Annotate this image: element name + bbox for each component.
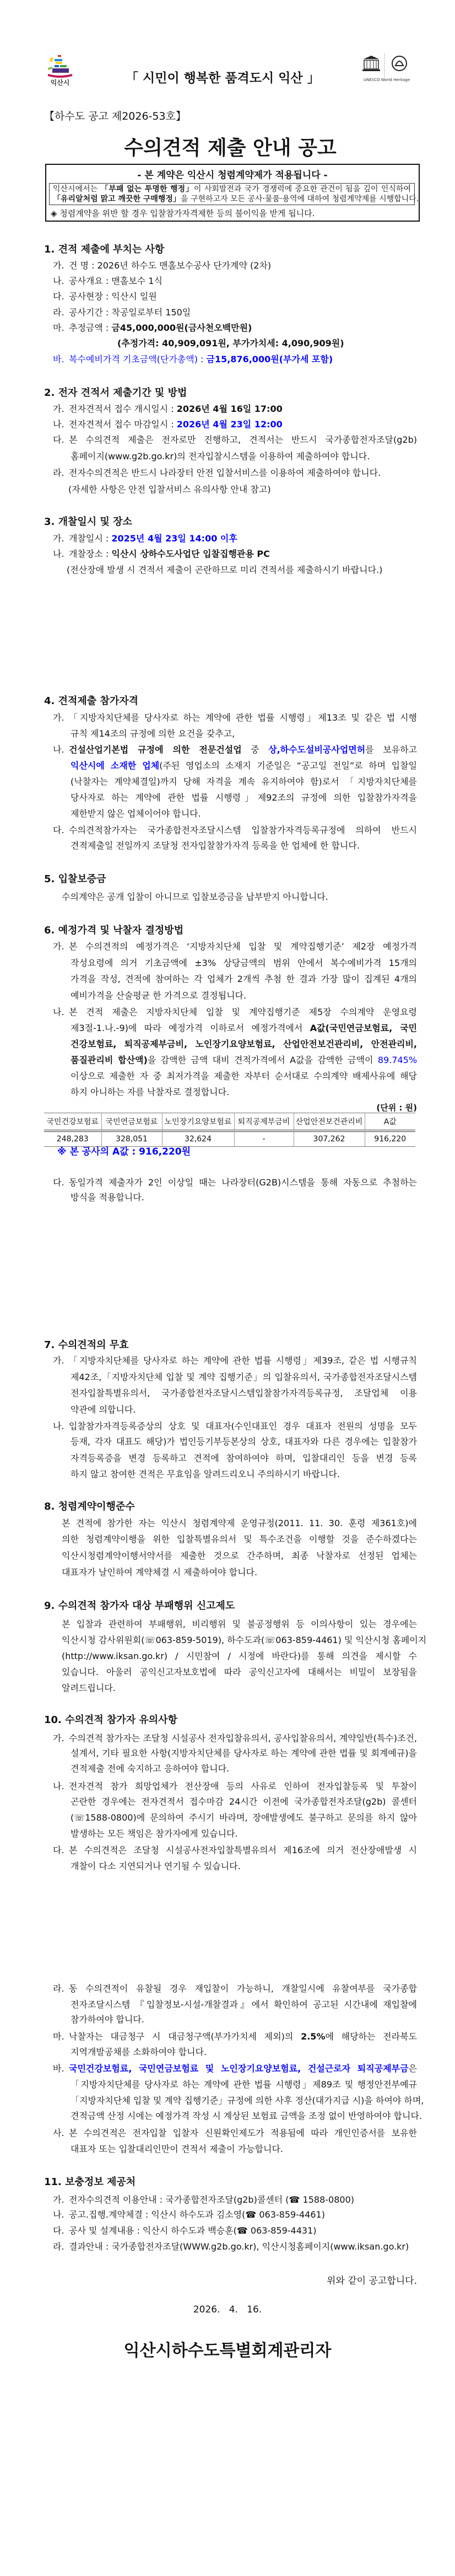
table-header-cell: 퇴직공제부금비 (234, 1113, 294, 1131)
text-segment: 익산시청렴계약이행서약서를 제출한 것으로 간주하며, 최종 낙찰자로 선정된 업체는 (62, 1550, 417, 1561)
list-item-line (71, 1404, 136, 1415)
list-item-line (62, 1651, 417, 1662)
text-segment: 동일가격 제출자가 2인 이상일 때는 나라장터(G2B)시스템을 통해 자동으로 추첨하는 (69, 1177, 417, 1188)
item-marker: 가. (53, 1355, 64, 1366)
text-segment: 제한받지 않은 업체이어야 합니다. (71, 808, 201, 819)
text-segment: 중 (241, 744, 269, 755)
text-segment: 2025년 4월 23일 14:00 이후 (111, 533, 237, 544)
item-marker: 가. (53, 1733, 64, 1743)
text-segment: 수의계약은 공개 입찰이 아니므로 입찰보증금을 납부받지 아니합니다. (62, 892, 328, 902)
text-segment: 하지 않고 참여한 견적은 무효임을 알려드리오니 주의하시기 바랍니다. (71, 1469, 340, 1479)
list-item-line (69, 419, 283, 430)
list-item-line (69, 2225, 317, 2236)
section-heading: 11. 보충정보 제공처 (44, 2176, 136, 2188)
list-item-line (71, 958, 417, 969)
item-marker: 라. (53, 2241, 64, 2252)
item-marker: 바. (53, 354, 64, 364)
list-item-line (62, 1518, 417, 1529)
text-segment: 익산시청 감사위원회(☏063-859-5019), 하수도과(☏063-859-4461) 및 익산시청 홈페이지 (62, 1635, 427, 1645)
text-segment: 견적제출일 전일까지 조달청 전자입찰참가자격 등록을 한 업체에 한 합니다. (71, 840, 360, 851)
list-item-line (69, 276, 162, 287)
list-item-line (69, 1007, 417, 1018)
list-item-line (71, 1023, 417, 1034)
section-heading: 7. 수의견적의 무효 (44, 1339, 129, 1351)
text-segment: 공사개요 : 맨홀보수 1식 (69, 276, 162, 286)
text-segment: (자세한 사항은 안전 입찰서비스 유의사항 안내 참고) (68, 484, 271, 495)
list-item-line (69, 1983, 417, 1994)
list-item-line (71, 1055, 417, 1066)
text-segment: (전산장애 발생 시 견적서 제출이 곤란하므로 미리 견적서를 제출하시기 바랍니다.) (67, 565, 383, 575)
text-segment: 지역개발공채를 소화하여야 합니다. (71, 2047, 207, 2057)
text-segment: 품질관리비 합산액) (71, 1055, 148, 1065)
text-segment: A값(국민연금보험료, 국민 (310, 1023, 417, 1033)
list-item-line (62, 892, 328, 903)
text-segment: 견적제출 전에 숙지하고 응하여야 합니다. (71, 1763, 230, 1774)
list-item-line (69, 744, 417, 755)
integrity-statement (49, 183, 419, 205)
text-segment: 개찰이 다소 지연되거나 연기될 수 있습니다. (71, 1861, 241, 1871)
item-marker: 나. (53, 549, 64, 559)
list-item-line (71, 1372, 417, 1383)
notice-number: 【하수도 공고 제2026-53호】 (44, 110, 186, 122)
issuer-signature: 익산시하수도특별회계관리자 (123, 2341, 332, 2360)
text-segment: 공사 및 설계내용 : 익산시 하수도과 백승훈(☎ 063-859-4431) (69, 2225, 317, 2236)
text-segment: 곤란한 경우에는 전자견적서 접수마감 24시간 이전에 국가종합전자조달(g2b) 콜센터 (71, 1796, 417, 1807)
list-item-line (69, 941, 417, 952)
list-item-line (71, 1388, 417, 1399)
list-item-line (71, 1796, 417, 1807)
list-item-line (71, 808, 201, 819)
text-segment: 익산시에서는 (53, 185, 101, 194)
text-segment: 상,하수도설비공사업면허 (268, 744, 366, 755)
list-item-line (71, 792, 417, 803)
item-marker: 나. (53, 419, 64, 430)
list-item-line (71, 1071, 417, 1082)
list-item-line (69, 404, 283, 415)
section-heading: 1. 견적 제출에 부치는 사항 (44, 244, 165, 255)
list-item-line (62, 1619, 417, 1630)
list-item-line (69, 434, 417, 446)
list-item-line (71, 2047, 207, 2058)
text-segment: 본 견적에 참가한 자는 익산시 청렴계약제 운영규정(2011. 11. 30. 훈령 제361호)에 (62, 1518, 417, 1528)
text-segment: 익산시 상하수도사업단 입찰집행관용 PC (111, 549, 270, 559)
list-item-line (62, 1550, 417, 1561)
text-segment: 공사기간 : 착공일로부터 150일 (69, 307, 191, 318)
table-cell: 32,624 (162, 1131, 234, 1147)
text-segment: 개찰장소 : (69, 549, 112, 559)
text-segment: 홈페이지(www.g2b.go.kr)의 전자입찰시스템을 이용하여 제출하여야 합니다. (71, 451, 370, 461)
text-segment: (추정가격: 40,909,091원, 부가가치세: 4,090,909원) (117, 338, 344, 348)
table-cell: 248,283 (44, 1131, 101, 1147)
text-segment: 의한 청렴계약이행을 위한 입찰특별유의서 및 특수조건을 이행할 것을 준수하겠다는 (62, 1534, 417, 1544)
text-segment: 이상으로 제출한 자 중 최저가격을 제출한 자부터 순서대로 수의계약 배제사유에 해당 (71, 1071, 417, 1081)
text-segment: 수의견적참가자는 국가종합전자조달시스템 입찰참가자격등록규정에 의하여 반드시 (69, 825, 417, 835)
list-item-line (71, 990, 246, 1001)
table-cell: 328,051 (101, 1131, 162, 1147)
item-marker: 가. (53, 533, 64, 544)
a-value-note: ※ 본 공사의 A값 : 916,220원 (57, 1146, 191, 1157)
page-title: 수의견적 제출 안내 공고 (124, 137, 337, 159)
list-item-line (69, 2241, 409, 2252)
text-segment: 2026년 4월 23일 12:00 (176, 419, 283, 430)
list-item-line (69, 2031, 417, 2042)
text-segment: 본 수의견적은 전자입찰 입찰자 신원확인제도가 적용됨에 따라 개인인증서를 보유한 (69, 2128, 417, 2138)
section-heading: 10. 수의견적 참가자 유의사항 (44, 1714, 177, 1726)
text-segment: 등재, 각자 대표도 해당)가 법인등기부등본상의 상호, 대표자와 다른 경우에는 입찰참가 (71, 1436, 417, 1447)
item-marker: 가. (53, 712, 64, 723)
text-segment: 금45,000,000원(금사천오백만원) (111, 323, 252, 333)
text-segment: 대표자 또는 입찰대리인만이 견적서 제출이 가능합니다. (71, 2144, 284, 2154)
item-marker: 다. (53, 291, 64, 302)
list-item-line (69, 354, 333, 365)
item-marker: 사. (53, 2128, 64, 2138)
list-item-line (69, 307, 191, 318)
item-note (117, 338, 344, 349)
text-segment: 건설산업기본법 규정에 의한 전문건설업 (69, 744, 242, 755)
unesco-logo-text: UNESCO World Heritage (363, 78, 410, 82)
text-segment: 「지방자치단체를 당사자로 하는 계약에 관한 법률 시행령」제89조 및 행정안전부예규 (71, 2079, 417, 2090)
item-marker: 가. (53, 404, 64, 414)
text-segment: 「지방자치단체 입찰 및 계약 집행기준」규정에 의한 사후 정산(대가지급 시)을 하여야 하며, (71, 2095, 424, 2106)
list-item-line (69, 712, 417, 723)
text-segment: 국민건강보험료, 국민연금보험료 및 노인장기요양보험료, 건설근로자 퇴직공제부금 (69, 2063, 409, 2074)
table-header-row (44, 1113, 415, 1131)
list-item-line (69, 825, 417, 836)
text-segment: 을 구현하고자 모든 공사·물품·용역에 대하여 청렴계약제를 시행합니다. (180, 195, 419, 203)
section-heading: 4. 견적제출 참가자격 (44, 695, 138, 707)
list-item-line (71, 2111, 422, 2122)
iksan-city-logo (47, 55, 73, 86)
text-segment: 전자견적서 접수 개시일시 : (69, 404, 177, 414)
item-marker: 가. (53, 260, 64, 271)
list-item-line (71, 451, 370, 462)
item-note (67, 565, 382, 576)
text-segment: (주된 영업소의 소재지 기준일은 “공고일 전일”로 하며 입찰일 (159, 760, 417, 771)
item-marker: 다. (53, 434, 64, 445)
text-segment: 「지방자치단체를 당사자로 하는 계약에 관한 법률 시행령」제39조, 같은 법 시행규칙 (69, 1355, 417, 1366)
text-segment: 익산시에 소재한 업체 (71, 760, 160, 771)
list-item-line (71, 1453, 417, 1464)
list-item-line (71, 1763, 229, 1774)
list-item-line (62, 1534, 417, 1545)
list-item-line (69, 1355, 417, 1366)
list-item-line (69, 2128, 417, 2139)
item-marker: 라. (53, 468, 64, 478)
text-segment: 가격을 작성, 견적에 참여하는 각 업체가 2개씩 추첨 한 결과 가장 많이 집계된 4개의 (71, 974, 417, 984)
text-segment: 규칙 제14조의 규정에 의한 요건을 갖추고, (71, 728, 235, 739)
text-segment: 있습니다. 아울러 공익신고자보호법에 따라 공익신고자에 대해서는 비밀이 보장됨을 (62, 1667, 417, 1677)
text-segment: 건강보험료, 퇴직공제부금비, 노인장기요양보험료, 산업안전보건관리비, 안전관리비, (71, 1039, 417, 1049)
table-header-cell: 산업안전보건관리비 (294, 1113, 365, 1131)
integrity-warning: ◈ 청렴계약을 위반 할 경우 입찰참가자격제한 등의 불이익을 받게 됩니다. (51, 208, 315, 218)
text-segment: 개찰일시 : (69, 533, 112, 544)
text-segment: 참가하여야 합니다. (71, 2014, 144, 2025)
list-item-line (69, 291, 157, 302)
list-item-line (69, 323, 252, 334)
list-item-line (71, 1828, 238, 1839)
text-segment: 약관에 의합니다. (71, 1404, 136, 1415)
text-segment: 추정금액 : (69, 323, 112, 333)
list-item-line (71, 1087, 229, 1098)
text-segment: 본 견적 제출은 지방자치단체 입찰 및 계약집행기준 제5장 수의계약 운영요령 (69, 1007, 417, 1017)
list-item-line (71, 1436, 417, 1447)
list-item-line (69, 533, 237, 544)
list-item-line (62, 1667, 417, 1678)
table-header-cell: 국민연금보험료 (101, 1113, 162, 1131)
text-segment: 수의견적 참가자는 조달청 시설공사 전자입찰유의서, 공사입찰유의서, 계약일반(특수)조건, (69, 1733, 417, 1743)
list-item-line (71, 1469, 340, 1480)
unesco-world-heritage-icon (359, 53, 414, 78)
logo-text: 익산시 (50, 79, 70, 86)
item-marker: 다. (53, 1177, 64, 1188)
text-segment: (낙찰자는 계약체결일)까지 당해 자격을 계속 유지하여야 함)로서 「지방자치단체를 (71, 776, 417, 787)
list-item-line (69, 468, 381, 479)
a-value-table (44, 1113, 415, 1147)
table-cell: 307,262 (294, 1131, 365, 1147)
item-marker: 나. (53, 744, 64, 755)
text-segment: 대표자가 날인하여 계약체결 시 제출하여야 합니다. (62, 1567, 258, 1577)
item-marker: 다. (53, 2225, 64, 2236)
table-cell: - (234, 1131, 294, 1147)
list-item-line (71, 760, 417, 771)
integrity-statement-line (53, 184, 411, 194)
text-segment: 낙찰자는 대금청구 시 대금청구액(부가가치세 제외)의 (69, 2031, 301, 2042)
text-segment: 본 수의견적은 조달청 시설공사전자입찰특별유의서 제16조에 의거 전산장애발생 시 (69, 1845, 417, 1855)
list-item-line (69, 2194, 354, 2205)
list-item-line (62, 1635, 427, 1646)
list-item-line (69, 1177, 417, 1188)
item-marker: 나. (53, 1421, 64, 1431)
table-cell: 916,220 (365, 1131, 415, 1147)
item-marker: 다. (53, 1845, 64, 1855)
table-unit: (단위 : 원) (376, 1103, 417, 1113)
item-marker: 마. (53, 2031, 64, 2042)
text-segment: 작성요령에 의거 기초금액에 ±3% 상당금액의 범위 안에서 복수예비가격 15개의 (71, 958, 417, 968)
list-item-line (69, 1733, 417, 1744)
item-marker: 라. (53, 307, 64, 318)
text-segment: 「유리알처럼 맑고 깨끗한 구매행정」 (53, 195, 181, 203)
list-item-line (69, 1421, 417, 1432)
text-segment: 당사자로 하는 계약에 관한 법률 시행령」제92조의 규정에 의한 입찰참가자격을 (71, 792, 417, 803)
list-item-line (71, 1999, 417, 2010)
list-item-line (71, 2144, 283, 2155)
text-segment: 전자견적서 접수 마감일시 : (69, 419, 177, 430)
list-item-line (71, 2079, 417, 2090)
iksan-logo-icon (47, 55, 73, 86)
item-marker: 가. (53, 941, 64, 952)
text-segment: (☏1588-0800)에 문의하여 주시기 바라며, 장애발생에도 불구하고 문의를 하지 않아 (71, 1812, 417, 1823)
list-item-line (71, 974, 417, 985)
text-segment: 알려드립니다. (62, 1683, 116, 1693)
text-segment: 2.5% (301, 2031, 326, 2042)
text-segment: 금15,876,000원(부가세 포함) (206, 354, 333, 364)
text-segment: 건 명 : 2026년 하수도 맨홀보수공사 단가계약 (2차) (69, 260, 272, 271)
text-segment: 입찰참가자격등록증상의 상호 및 대표자(수인대표인 경우 대표자 전원의 성명을 모두 (69, 1421, 417, 1431)
unesco-logo (359, 53, 414, 85)
city-slogan: 「 시민이 행복한 품격도시 익산 」 (126, 71, 320, 85)
list-item-line (71, 2095, 424, 2106)
text-segment: 을 감액한 금액 대비 견적가격에서 A값을 감액한 금액이 (147, 1055, 378, 1065)
section-heading: 2. 전자 견적서 제출기간 및 방법 (44, 387, 187, 399)
item-marker: 다. (53, 825, 64, 835)
text-segment: 발생하는 모든 책임은 참가자에게 있습니다. (71, 1828, 238, 1839)
item-note (68, 484, 271, 495)
text-segment: 「지방자치단체를 당사자로 하는 계약에 관한 법률 시행령」제13조 및 같은 법 시행 (69, 712, 417, 723)
text-segment: 제42조,「지방자치단체 입찰 및 계약 집행기준」의 입찰유의서, 국가종합전자조달시스템 (71, 1372, 417, 1382)
section-heading: 5. 입찰보증금 (44, 873, 106, 885)
text-segment: 전자수의견적은 반드시 나라장터 안전 입찰서비스를 이용하여 제출하여야 합니다. (69, 468, 381, 478)
item-marker: 나. (53, 1007, 64, 1017)
section-heading: 6. 예정가격 및 낙찰자 결정방법 (44, 925, 184, 936)
text-segment: 자격등록증을 변경 등록하고 견적에 참여하여야 하며, 입찰대리인 등을 변경 등록 (71, 1453, 417, 1463)
text-segment: 동 수의견적이 유찰될 경우 재입찰이 가능하니, 개찰일시에 유찰여부를 국가종합 (69, 1983, 417, 1994)
table-header-cell: A값 (365, 1113, 415, 1131)
text-segment: (http://www.iksan.go.kr) / 시민참여 / 시정에 바란다)를 통해 의견을 제시할 수 (62, 1651, 417, 1661)
text-segment: 방식을 적용합니다. (71, 1192, 144, 1203)
integrity-box-heading: - 본 계약은 익산시 청렴계약제가 적용됩니다 - (137, 170, 328, 181)
table-header-cell: 국민건강보험료 (44, 1113, 101, 1131)
list-item-line (71, 1039, 417, 1050)
text-segment: 공고.집행.계약체결 : 익산시 하수도과 김소영(☎ 063-859-4461) (69, 2209, 325, 2220)
table-header-cell: 노인장기요양보험료 (162, 1113, 234, 1131)
item-marker: 가. (53, 2194, 64, 2205)
integrity-statement-line (53, 194, 419, 204)
text-segment: 에 해당하는 전라북도 (325, 2031, 417, 2042)
list-item-line (69, 549, 270, 560)
item-marker: 라. (53, 1983, 64, 1994)
item-marker: 바. (53, 2063, 64, 2074)
list-item-line (71, 1812, 417, 1823)
notice-date: 2026. 4. 16. (193, 2304, 262, 2315)
list-item-line (62, 1683, 116, 1694)
text-segment: 「부패 없는 투명한 행정」 (100, 185, 194, 194)
text-segment: 복수예비가격 기초금액(단가총액) : (69, 354, 207, 364)
text-segment: 2026년 4월 16일 17:00 (176, 404, 283, 414)
item-marker: 마. (53, 323, 64, 333)
text-segment: 전자수의견적 이용안내 : 국가종합전자조달(g2b)콜센터 (☎ 1588-0800) (69, 2194, 354, 2205)
text-segment: 본 수의견적의 예정가격은 ‘지방자치단체 입찰 및 계약집행기준’ 제2장 예정가격 (69, 941, 417, 952)
item-marker: 나. (53, 1781, 64, 1791)
text-segment: 를 보유하고 (365, 744, 417, 755)
section-heading: 8. 청렴계약이행준수 (44, 1501, 135, 1512)
closing-statement: 위와 같이 공고합니다. (326, 2276, 417, 2287)
text-segment: 제3절-1.나.-9)에 따라 예정가격 이하로서 예정가격에서 (71, 1023, 310, 1033)
list-item-line (71, 1192, 144, 1203)
list-item-line (71, 2014, 144, 2025)
list-item-line (71, 728, 235, 739)
list-item-line (69, 260, 271, 271)
list-item-line (71, 1748, 417, 1759)
item-marker: 나. (53, 276, 64, 286)
text-segment: 이 사회발전과 국가 경쟁력에 중요한 관건이 됨을 깊이 인식하여 (193, 185, 411, 194)
text-segment: 결과안내 : 국가종합전자조달(WWW.g2b.go.kr), 익산시청홈페이지(www.iksan.go.kr) (69, 2241, 409, 2252)
section-heading: 3. 개찰일시 및 장소 (44, 516, 132, 528)
list-item-line (71, 776, 417, 787)
text-segment: 전자입찰특별유의서, 국가종합전자조달시스템입찰참가자격등록규정, 조달업체 이용 (71, 1388, 417, 1398)
text-segment: 견적금액 산정 시에는 예정가격 작성 시 계상된 보험료 금액을 조정 없이 반영하여야 합니다. (71, 2111, 422, 2121)
list-item-line (71, 840, 360, 851)
text-segment: 공사현장 : 익산시 일원 (69, 291, 157, 302)
list-item-line (62, 1567, 257, 1578)
text-segment: 설계서, 기타 필요한 사항(지방자치단체를 당사자로 하는 계약에 관한 법률 및 회계예규)을 (71, 1748, 417, 1758)
item-marker: 나. (53, 2209, 64, 2220)
text-segment: 예비가격을 산술평균 한 가격으로 결정됩니다. (71, 990, 247, 1001)
section-heading: 9. 수의견적 참가자 대상 부패행위 신고제도 (44, 1600, 235, 1612)
text-segment: 전자견적 참가 희망업체가 전산장애 등의 사유로 인하여 전자입찰등록 및 투찰이 (69, 1781, 417, 1791)
list-item-line (69, 1845, 417, 1856)
text-segment: 은 (408, 2063, 417, 2074)
text-segment: 89.745% (377, 1055, 418, 1065)
list-item-line (69, 2209, 325, 2220)
list-item-line (69, 1781, 417, 1792)
text-segment: 본 입찰과 관련하여 부패행위, 비리행위 및 불공정행위 등 이의사항이 있는 경우에는 (62, 1619, 417, 1629)
list-item-line (69, 2063, 417, 2074)
list-item-line (71, 1861, 241, 1872)
integrity-contract-box (45, 164, 420, 222)
text-segment: 본 수의견적 제출은 전자로만 진행하고, 견적서는 반드시 국가종합전자조달(g2b) (69, 434, 417, 445)
text-segment: 전자조달시스템 『입찰정보-시설-개찰결과』에서 확인하여 공고된 시간내에 재입찰에 (71, 1999, 417, 2010)
text-segment: 하지 아니하는 자를 낙찰자로 결정합니다. (71, 1087, 230, 1097)
